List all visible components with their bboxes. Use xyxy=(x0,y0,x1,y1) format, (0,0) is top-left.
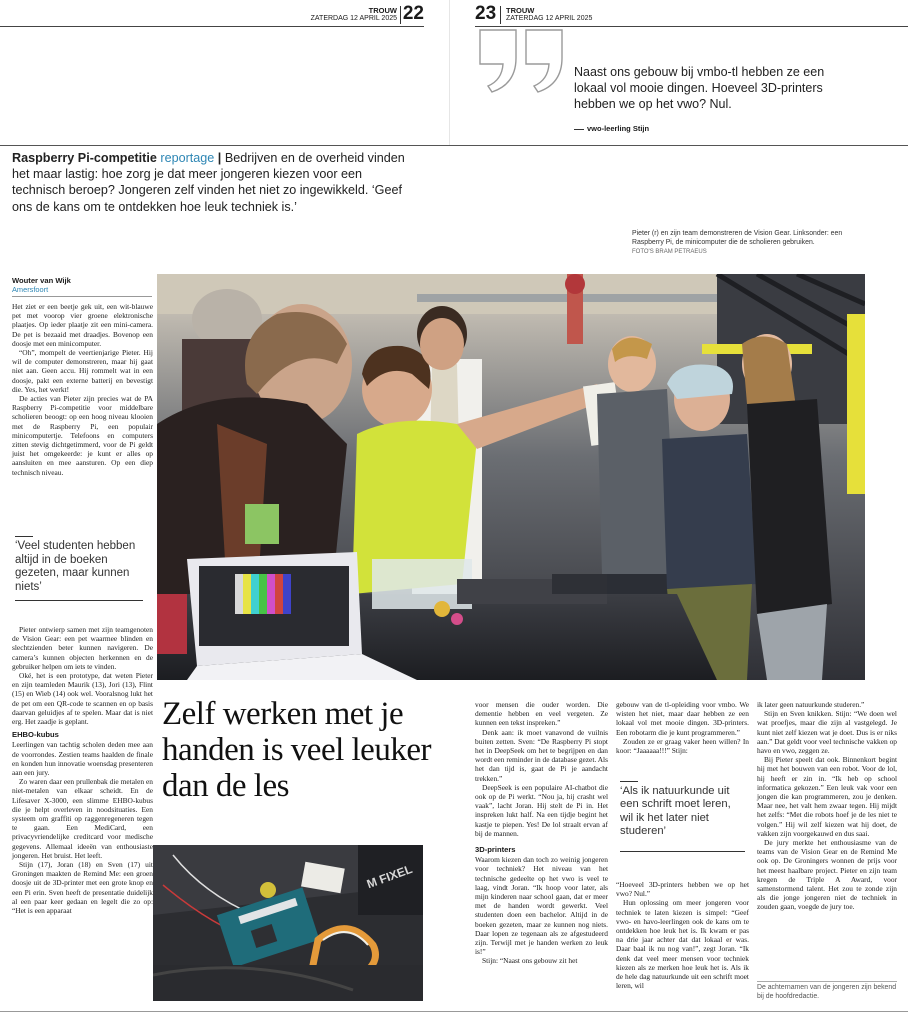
col4-para-2: Stijn en Sven knikken. Stijn: “We doen wel wat proefjes, maar die zijn al vastgelegd. Je kunt niet zelf kiezen wat je doet. Dus is er niks aan.” Dat geldt voor veel technische vakken op havo en vwo, zeggen ze. xyxy=(757,709,897,756)
intro-divider: | xyxy=(217,151,222,165)
col2-para-1: voor mensen die ouder worden. Die dementie hebben en veel vergeten. Ze kunnen een tekst inspreken.” xyxy=(475,700,608,728)
main-photo xyxy=(157,274,865,680)
svg-text:M FIXEL: M FIXEL xyxy=(364,861,415,892)
intro-section: reportage xyxy=(160,151,215,165)
pull-quote-1: ‘Veel studenten hebben altijd in de boeken gezeten, maar kunnen niets’ xyxy=(15,540,136,593)
top-quote-attribution: vwo-leerling Stijn xyxy=(587,124,650,133)
col3-top-para-1: gebouw van de tl-opleiding voor vmbo. We wisten het niet, maar daar hebben ze een lokaal vol met mooie dingen. 3D-printers. Een robotarm die je kunt programmeren.” xyxy=(616,700,749,737)
col3-top xyxy=(616,700,749,755)
left-page-header xyxy=(300,4,424,24)
byline-place: Amersfoort xyxy=(12,285,49,294)
raspberry-pi-photo xyxy=(153,845,423,1001)
col1-bottom xyxy=(12,625,153,915)
intro-kicker: Raspberry Pi-competitie xyxy=(12,151,157,165)
intro-text: Bedrijven en de overheid vinden het maar lastig: hoe zorg je dat meer jongeren kiezen voor een technisch beroep? Jongeren zelf vinden het niet zo ingewikkeld. ‘Geef ons de kans om te ontdekken hoe leuk techniek is.’ xyxy=(12,151,405,214)
col2-sub-para-1: Waarom kiezen dan toch zo weinig jongeren voor techniek? Het niveau van het technische gedeelte op het vwo is veel te laag, vindt Joran. “Ik hoop voor later, als mijn kinderen naar school gaan, dat er meer met de handen wordt gewerkt. Veel studenten doen een bachelor. Altijd in de boeken gezeten, maar ze kunnen nog niets. Daar lopen ze tegenaan als ze afgestudeerd zijn. Terwijl met je handen werken zo leuk is!” xyxy=(475,855,608,957)
byline-author: Wouter van Wijk xyxy=(12,276,71,285)
left-header-divider xyxy=(400,6,401,24)
right-page-number: 23 xyxy=(475,3,497,24)
col3-bottom-para-2: Hun oplossing om meer jongeren voor techniek te laten kiezen is simpel: “Geef vwo- en havo-leerlingen ook de kans om te ontdekken hoe leuk het is. Ik kwam er pas na drie jaar achter dat dat lokaal er was. Daar baal ik nu nog van!”, zegt Joran. “Ik denk dat veel meer mensen voor techniek kiezen als ze merken hoe leuk het is. Als ik de hele dag natuurkunde uit een schrift moet leren, wil xyxy=(616,898,749,991)
col1-bottom-para-1: Pieter ontwierp samen met zijn teamgenoten de Vision Gear: een pet waarmee blinden en slechtzienden beter kunnen navigeren. De camera’s kunnen objecten herkennen en de gebruiker helpen om iets te vinden. xyxy=(12,625,153,671)
col2-subhead: 3D-printers xyxy=(475,845,516,855)
photo-caption xyxy=(632,230,864,257)
top-quote-rule xyxy=(574,129,584,130)
col3-top-para-2: Zouden ze er graag vaker heen willen? In koor: “Jaaaaaa!!!” Stijn: xyxy=(616,736,749,756)
left-page-date: ZATERDAG 12 APRIL 2025 xyxy=(310,15,397,22)
col4 xyxy=(757,700,897,912)
intro-block xyxy=(12,150,412,215)
bottom-rule xyxy=(0,1011,908,1012)
pull-quote-2-bottom-rule xyxy=(620,851,745,852)
left-header-rule xyxy=(0,26,424,27)
footnote: De achternamen van de jongeren zijn bekend bij de hoofdredactie. xyxy=(757,984,897,1000)
col1-subhead: EHBO-kubus xyxy=(12,730,59,740)
photo-credit: FOTO'S BRAM PETRAEUS xyxy=(632,249,707,256)
col1-top-para-2: “Oh”, mompelt de veertienjarige Pieter. Hij wil de computer demonstreren, maar hij gaat niet aan. Geen accu. Hij rommelt wat in een doosje, pakt een externe batterij en bevestigt die. Yes, het werkt! xyxy=(12,348,153,394)
left-page-number: 22 xyxy=(402,3,424,24)
byline xyxy=(12,276,152,294)
right-header-divider xyxy=(500,6,501,24)
pull-quote-2: ‘Als ik natuurkunde uit een schrift moet leren, wil ik het later niet studeren’ xyxy=(620,785,731,838)
col2 xyxy=(475,700,608,966)
page-gutter xyxy=(449,0,450,145)
col1-sub-para-3: Stijn (17), Joran (18) en Sven (17) uit Groningen maakten de Remind Me: een groen doosje uit de 3D-printer met een grote knop en een Pi erin. Sven heeft de presentatie duidelijk al een paar keer gedaan en legelt die zo op: “Het is een apparaat xyxy=(12,860,153,916)
col4-para-4: De jury merkte het enthousiasme van de teams van de Vision Gear en de Remind Me ook op. De Groningers wonnen de prijs voor het meest haalbare project. Pieter en zijn team kregen de Triple A Award, voor samenstormend talent. Het zou te zonde zijn als die jonge jongeren niet de techniek in zouden gaan, voegde de jury toe. xyxy=(757,838,897,912)
col1-top xyxy=(12,302,153,477)
col1-sub-para-1: Leerlingen van tachtig scholen deden mee aan de voorrondes. Zestien teams haalden de finale en konden hun innovatie woensdag presenteren aan een jury. xyxy=(12,740,153,778)
pull-quote-2-top-rule xyxy=(620,781,638,782)
col3-bottom-para-1: “Hoeveel 3D-printers hebben we op het vwo? Nul.” xyxy=(616,880,749,899)
top-quote-text: Naast ons gebouw bij vmbo-tl hebben ze een lokaal vol mooie dingen. Hoeveel 3D-printers hebben we op het vwo? Nul. xyxy=(574,65,825,111)
pull-quote-1-bottom-rule xyxy=(15,600,143,601)
col4-para-3: Bij Pieter speelt dat ook. Binnenkort begint hij met het bouwen van een robot. Voor de lol, hij heeft er zin in. “Ik heb op school informatica gekozen.” Een leuk vak voor een jongen die kan programmeren, zou je denken. Maar nee, het valt hem zwaar tegen. Hij mijdt het zelfs: “Met die robots hoef je de les niet te volgen.” Hij wil zelf kiezen wat hij doet, de vakken zijn voorgekauwd en dus saai. xyxy=(757,755,897,838)
footnote-rule xyxy=(757,981,897,982)
right-paper-name: TROUW xyxy=(506,6,535,15)
intro-top-rule xyxy=(0,145,908,146)
col2-sub-para-2: Stijn: “Naast ons gebouw zit het xyxy=(482,956,578,966)
col1-sub-para-2: Zo waren daar een prullenbak die metalen en niet-metalen van elkaar scheidt. En de Lifesaver X-3000, een slimme EHBO-kubus die je helpt overleven in noodsituaties. Een systeem om graffiti op raggenregeneren tegen te gaan. Een MediCard, een privacyvriendelijke creditcard voor medische gegevens. Allemaal ideeën van enthousiaste jongeren. Het bruist. Het leeft. xyxy=(12,777,153,860)
col1-bottom-para-2: Oké, het is een prototype, dat weten Pieter en zijn teamleden Maurik (13), Jori (13), Flint (15) en Wieb (14) ook wel. Vooralsnog lukt het de pet om een QR-code te scannen en op basis daarvan geluidjes af te spelen. Maar dat is niet erg. Het zaadje is geplant. xyxy=(12,671,153,727)
col1-top-para-1: Het ziet er een beetje gek uit, een wit-blauwe pet met voorop vier groene elektronische plaatjes. Op ieder plaatje zit een mini-camera. De pet is bezaaid met draadjes. Bovenop een doosje met een minicomputer. xyxy=(12,302,153,348)
photo-caption-text: Pieter (r) en zijn team demonstreren de Vision Gear. Linksonder: een Raspberry Pi, de minicomputer die de scholieren gebruiken. xyxy=(632,230,843,246)
col2-para-2: Denk aan: ik moet vanavond de vuilnis buiten zetten. Sven: “De Raspberry Pi stopt het in DeepSeek om het te begrijpen en dan wordt een reminder in de database gezet. Als het dan tijd is, gaat de Pi je aandacht trekken.” xyxy=(475,727,608,783)
right-page-header xyxy=(475,4,615,24)
col2-para-3: DeepSeek is een populaire AI-chatbot die ook op de Pi werkt. “Nou ja, hij crasht wel vaak”, lacht Joran. Hij stelt de Pi in. Het inspreken lukt half. Na een tijdje begint het kastje te piepen. Yes! De lol straalt ervan af bij de mannen. xyxy=(475,782,608,838)
col3-bottom xyxy=(616,880,749,990)
byline-rule xyxy=(12,296,152,297)
left-paper-name: TROUW xyxy=(368,6,397,15)
pull-quote-1-top-rule xyxy=(15,536,33,537)
col1-top-para-3: De acties van Pieter zijn precies wat de PA Raspberry Pi-competitie voor middelbare scholieren beoogt: op een hoog niveau klooien met de Raspberry Pi, een populair minicomputertje. Telefoons en computers zitten stevig dichtgetimmerd, voor de Pi geldt juist het omgekeerde: je kunt er alles op aansluiten en mee aansturen. Op een diep technisch niveau. xyxy=(12,394,153,477)
quote-mark-icon xyxy=(474,26,569,96)
headline: Zelf werken met je handen is veel leuker dan de les xyxy=(162,696,431,804)
right-page-date: ZATERDAG 12 APRIL 2025 xyxy=(506,15,593,22)
col4-para-1: ik later geen natuurkunde studeren.” xyxy=(757,700,865,709)
